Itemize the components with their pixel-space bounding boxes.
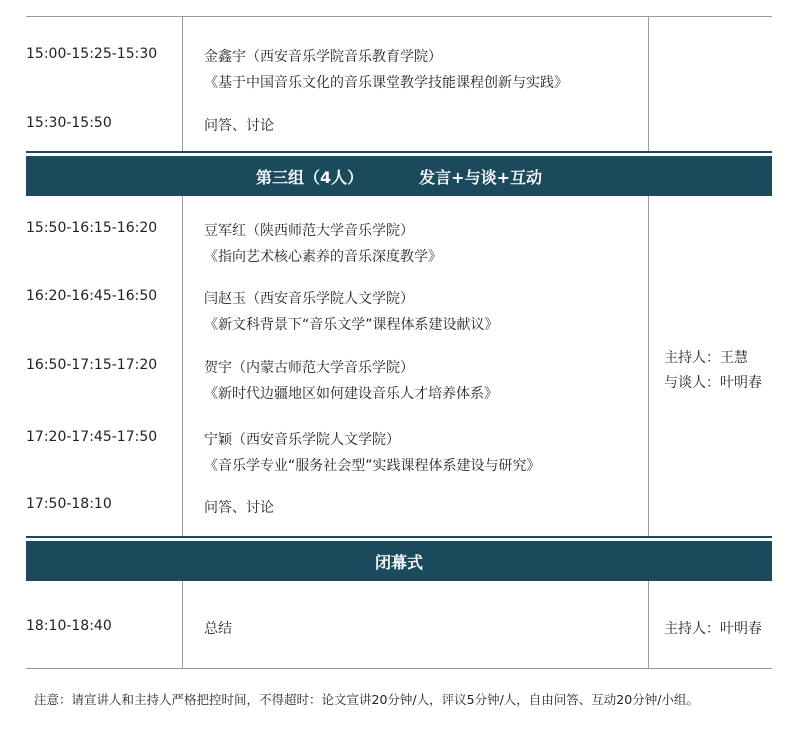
closing-content: 总结 <box>204 621 232 637</box>
footnote: 注意：请宣讲人和主持人严格把控时间，不得超时：论文宣讲20分钟/人，评议5分钟/人，自由问答、互动20分钟/小组。 <box>34 692 699 707</box>
time-slot: 18:10-18:40 <box>26 618 112 634</box>
talk-title: 《新文科背景下“音乐文学”课程体系建设献议》 <box>204 317 499 333</box>
time-slot: 15:30-15:50 <box>26 115 112 131</box>
time-slot: 17:50-18:10 <box>26 496 112 512</box>
talk-title: 《基于中国音乐文化的音乐课堂教学技能课程创新与实践》 <box>204 75 568 91</box>
time-slot: 16:50-17:15-17:20 <box>26 357 158 373</box>
talk-title: 《音乐学专业“服务社会型”实践课程体系建设与研究》 <box>204 458 541 474</box>
speaker-affiliation: 贺宇（内蒙古师范大学音乐学院） <box>204 360 414 376</box>
host-name: 主持人：叶明春 <box>664 621 762 637</box>
group3-header-right: 发言+与谈+互动 <box>419 167 542 187</box>
host-name: 主持人：王慧 <box>664 350 748 366</box>
closing-header: 闭幕式 <box>374 552 423 572</box>
column-divider-right <box>648 196 649 536</box>
talk-title: 《新时代边疆地区如何建设音乐人才培养体系》 <box>204 386 498 402</box>
column-divider-right <box>648 16 649 152</box>
discussion-label: 问答、讨论 <box>204 118 274 134</box>
column-divider-right <box>648 581 649 669</box>
column-divider-left <box>182 196 183 536</box>
time-slot: 15:50-16:15-16:20 <box>26 220 158 236</box>
speaker-affiliation: 宁颖（西安音乐学院人文学院） <box>204 432 400 448</box>
group3-header-left: 第三组（4人） <box>256 167 364 187</box>
column-divider-left <box>182 581 183 669</box>
discussion-label: 问答、讨论 <box>204 500 274 516</box>
band-top-rule <box>26 536 772 538</box>
table-top-rule <box>26 16 772 17</box>
speaker-affiliation: 豆军红（陕西师范大学音乐学院） <box>204 223 414 239</box>
group3-header-band <box>26 156 772 196</box>
time-slot: 15:00-15:25-15:30 <box>26 46 158 62</box>
talk-title: 《指向艺术核心素养的音乐深度教学》 <box>204 249 442 265</box>
column-divider-left <box>182 16 183 152</box>
discussant-name: 与谈人：叶明春 <box>664 375 762 391</box>
time-slot: 16:20-16:45-16:50 <box>26 288 158 304</box>
closing-header-band <box>26 541 772 581</box>
speaker-affiliation: 闫赵玉（西安音乐学院人文学院） <box>204 291 414 307</box>
band-top-rule <box>26 151 772 153</box>
table-bottom-rule <box>26 668 772 669</box>
speaker-affiliation: 金鑫宇（西安音乐学院音乐教育学院） <box>204 49 442 65</box>
time-slot: 17:20-17:45-17:50 <box>26 429 158 445</box>
